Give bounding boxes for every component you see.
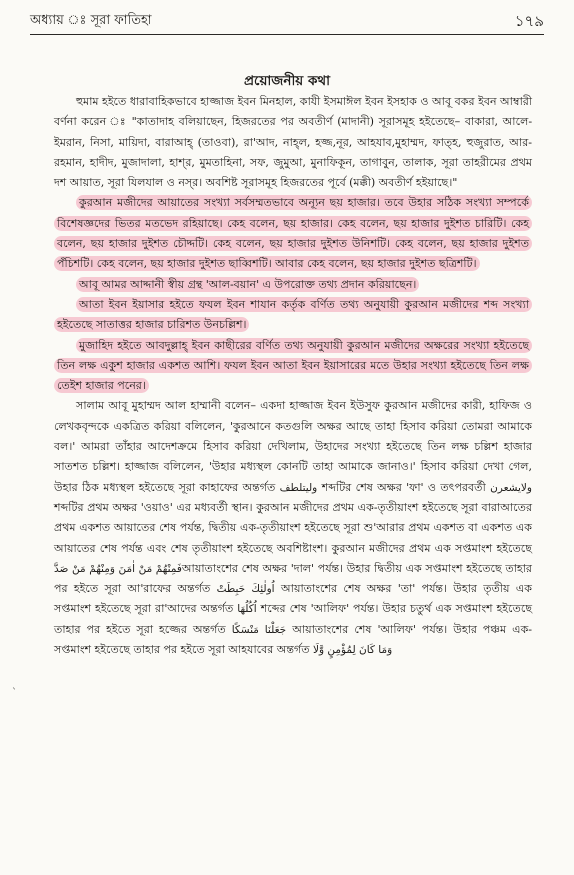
paragraph-text: আয়াতাংশের শেষ অক্ষর 'তা' পর্যন্ত। উহার তৃতীয় এক সপ্তমাংশ হইতেছে সূরা রা'আদের অন্তর্গত	[54, 582, 532, 616]
section-title: প্রয়োজনীয় কথা	[243, 73, 331, 89]
paragraph-letter-count	[54, 336, 532, 397]
paragraph-al-bayan	[54, 275, 532, 295]
arabic-word: ولايشعرن	[490, 481, 532, 494]
paragraph-word-count	[54, 295, 532, 336]
highlighted-passage: কুরআন মজীদের আয়াতের সংখ্যা সর্বসম্মতভাবে অন্যূন ছয় হাজার। তবে উহার সঠিক সংখ্যা সম্পর্কে বিশেষজ্ঞদের ভিতর মতভেদ রহিয়াছে। কেহ বলেন, ছয় হাজার। কেহ বলেন, ছয় হাজার দুইশত চারিটি। কেহ বলেন, ছয় হাজার দুইশত চৌদ্দটি। কেহ বলেন, ছয় হাজার দুইশত উনিশটি। কেহ বলেন, ছয় হাজার দুইশত পঁচিশটি। কেহ বলেন, ছয় হাজার দুইশত ছাব্বিশটি। আবার কেহ বলেন, ছয় হাজার দুইশত ছত্রিশটি।	[54, 195, 532, 271]
arabic-phrase: وَمَا كَانَ لِمُؤْمِنٍ وَّلَا	[312, 644, 393, 657]
paragraph-text: হুমাম হইতে ধারাবাহিকভাবে হাজ্জাজ ইবন মিনহাল, কাযী ইসমাঈল ইবন ইসহাক ও আবূ বকর ইবন আম্বারী বর্ণনা করেন ঃ "কাতাদাহ বলিয়াছেন, হিজরতের পর অবতীর্ণ (মাদানী) সূরাসমূহ হইতেছে– বাকারা, আলে-ইমরান, নিসা, মায়িদা, বারাআহ্ (তাওবা), রা'আদ, নাহ্‌ল, হজ্জ,নূর, আহযাব,মুহাম্মদ, ফাত্‌হ, হুজুরাত, আর-রহমান, হাদীদ, মুজাদালা, হাশ্‌র, মুমতাহিনা, সফ, জুমুআ, মুনাফিকূন, তাগাবুন, তালাক, সূরা তাহরীমের প্রথম দশ আয়াত, সূরা যিলযাল ও নস্‌র। অবশিষ্ট সূরাসমূহ হিজরতের পূর্বে (মক্কী) অবতীর্ণ হইয়াছে।"	[54, 95, 532, 190]
paragraph-text: আয়াতাংশের শেষ 'আলিফ' পর্যন্ত। উহার পঞ্চম এক-সপ্তমাংশ হইতেছে তাহার পর হইতে সূরা আহযাবের অন্তর্গত	[54, 622, 532, 657]
highlighted-passage: আতা ইবন ইয়াসার হইতে ফযল ইবন শাযান কর্তৃক বর্ণিত তথ্য অনুযায়ী কুরআন মজীদের শব্দ সংখ্যা হইতেছে সাতাত্তর হাজার চারিশত উনচল্লিশ।	[54, 297, 532, 332]
paragraph-hajjaj-count	[54, 396, 532, 660]
highlighted-passage: মুজাহিদ হইতে আবদুল্লাহ্‌ ইবন কাছীরের বর্ণিত তথ্য অনুযায়ী কুরআন মজীদের অক্ষরের সংখ্যা হইতেছে তিন লক্ষ একুশ হাজার একশত আশি। ফযল ইবন আতা ইবন ইয়াসারের মতে উহার সংখ্যা হইতেছে তিন লক্ষ তেইশ হাজার পনের।	[54, 338, 532, 394]
arabic-word: اُكُلُهَا	[237, 603, 257, 616]
margin-mark: `	[12, 688, 17, 699]
highlighted-passage: আবূ আমর আদ্দানী স্বীয় গ্রন্থ 'আল-বয়ান' এ উপরোক্ত তথ্য প্রদান করিয়াছেন।	[76, 277, 419, 292]
page-number: ১৭৯	[514, 12, 544, 30]
arabic-phrase: جَعَلْنَا مَنْسَكًا	[231, 623, 287, 636]
arabic-phrase: اُولٰئِكَ حَبِطَتْ	[216, 583, 275, 596]
paragraph-text: আয়াতাংশের শেষ অক্ষর 'দাল' পর্যন্ত। উহার দ্বিতীয় এক সপ্তমাংশ হইতেছে তাহার পর হইতে সূরা আ'রাফের অন্তর্গত	[54, 561, 532, 596]
paragraph-text: শব্দটির শেষ অক্ষর 'ফা' ও তৎপরবর্তী	[321, 480, 486, 494]
header-rule	[30, 34, 544, 35]
chapter-title: অধ্যায় ঃ সূরা ফাতিহা	[30, 13, 152, 28]
arabic-phrase: فَمِنْهُمْ مَنْ اٰمَنَ وَمِنْهُمْ مَنْ صَدَّ	[54, 562, 182, 575]
paragraph-text: শব্দটির প্রথম অক্ষর 'ওয়াও' এর মধ্যবর্তী স্থান। কুরআন মজীদের প্রথম এক-তৃতীয়াংশ হইতেছে সূরা বারাআতের প্রথম একশত আয়াতের শেষ পর্যন্ত, দ্বিতীয় এক-তৃতীয়াংশ হইতেছে সূরা শু'আরার প্রথম একশত বা একশত এক আয়াতের শেষ পর্যন্ত এবং শেষ তৃতীয়াংশ হইতেছে অবশিষ্টাংশ। কুরআন মজীদের প্রথম এক সপ্তমাংশ হইতেছে	[54, 500, 532, 555]
body-text	[54, 92, 532, 660]
running-header	[30, 10, 544, 32]
paragraph-text: সালাম আবূ মুহাম্মদ আল হাম্মানী বলেন– একদা হাজ্জাজ ইবন ইউসুফ কুরআন মজীদের কারী, হাফিজ ও লেখকবৃন্দকে একত্রিত করিয়া বলিলেন, 'কুরআনে কতগুলি অক্ষর আছে তাহা হিসাব করিয়া তোমরা আমাকে বল।' আমরা তাঁহার আদেশক্রমে হিসাব করিয়া দেখিলাম, উহাদের সংখ্যা হইতেছে তিন লক্ষ চল্লিশ হাজার সাতশত চল্লিশ। হাজ্জাজ বলিলেন, 'উহার মধ্যস্থল কোনটি তাহা আমাকে জানাও।' হিসাব করিয়া দেখা গেল, উহার ঠিক মধ্যস্থল হইতেছে সূরা কাহাফের অন্তর্গত	[54, 399, 532, 494]
paragraph-text: শব্দের শেষ 'আলিফ' পর্যন্ত। উহার চতুর্থ এক সপ্তমাংশ হইতেছে তাহার পর হইতে সূরা হজ্জের অন্তর্গত	[54, 602, 532, 636]
arabic-word: وليتلطف	[279, 481, 318, 494]
paragraph-ayah-count	[54, 193, 532, 274]
paragraph-madani-surahs	[54, 92, 532, 193]
